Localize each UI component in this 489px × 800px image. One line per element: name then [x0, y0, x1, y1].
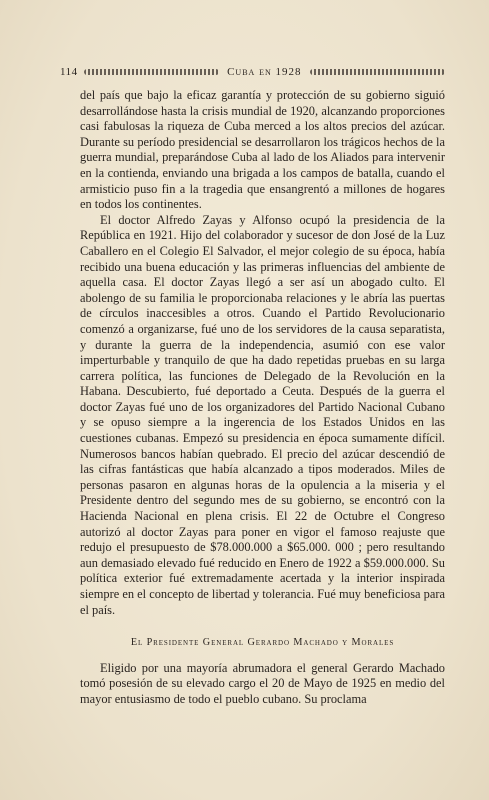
ornamental-rule-left — [84, 69, 220, 75]
paragraph-zayas: El doctor Alfredo Zayas y Alfonso ocupó la presidencia de la República en 1921. Hijo del colaborador y sucesor de don José de la Luz Caballero en el Colegio El Salvador, el mejor colegio de su época, había recibido una buena educación y las primeras influencias del ambiente de aquella casa. El doctor Zayas llegó a ser así un abogado culto. El abolengo de su familia le proporcionaba relaciones y le abría las puertas de círculos inaccesibles a otros. Cuando el Partido Revolucionario comenzó a organizarse, fué uno de los servidores de la causa separatista, y durante la guerra de la independencia, asumió con ese valor imperturbable y tranquilo de que ha dado repetidas pruebas en su larga carrera política, las funciones de Delegado de la Revolución en la Habana. Descubierto, fué deportado a Ceuta. Después de la guerra el doctor Zayas fué uno de los organizadores del Partido Nacional Cubano y se opuso siempre a la ingerencia de los Estados Unidos en las cuestiones cubanas. Empezó su presidencia en época sumamente difícil. Numerosos bancos habían quebrado. El precio del azúcar descendió de las cifras fantásticas que había alcanzado a tipos moderados. Miles de personas pasaron en algunas horas de la opulencia a la miseria y el Presidente dentro del segundo mes de su gobierno, se encontró con la Hacienda Nacional en plena crisis. El 22 de Octubre el Congreso autorizó al doctor Zayas para poner en vigor el famoso reajuste que redujo el presupuesto de $78.000.000 a $65.000. 000 ; pero resultando aun demasiado elevado fué reducido en Enero de 1922 a $59.000.000. Su política exterior fué extremadamente acertada y la interior inspirada siempre en el concepto de libertad y tolerancia. Fué muy beneficiosa para el país. — [80, 212, 445, 617]
ornamental-rule-right — [310, 69, 446, 75]
running-title: Cuba en 1928 — [227, 66, 302, 78]
page-number: 114 — [60, 66, 78, 78]
body-text — [80, 88, 445, 708]
section-heading: El Presidente General Gerardo Machado y Morales — [130, 637, 395, 649]
paragraph-machado: Eligido por una mayoría abrumadora el general Gerardo Machado tomó posesión de su elevado cargo el 20 de Mayo de 1925 en medio del mayor entusiasmo de todo el pueblo cubano. Su proclama — [80, 660, 445, 706]
paragraph-continued: del país que bajo la eficaz garantía y protección de su gobierno siguió desarrollándose hasta la crisis mundial de 1920, alcanzando proporciones casi fabulosas la riqueza de Cuba merced a los altos precios del azúcar. Durante su período presidencial se desarrollaron los trágicos hechos de la guerra mundial, preparándose Cuba al lado de los Aliados para intervenir en la contienda, enviando una brigada a los campos de batalla, cuando el armisticio puso fin a la tragedia que ensangrentó a millones de hogares en todos los continentes. — [80, 88, 445, 212]
running-header — [60, 64, 445, 80]
